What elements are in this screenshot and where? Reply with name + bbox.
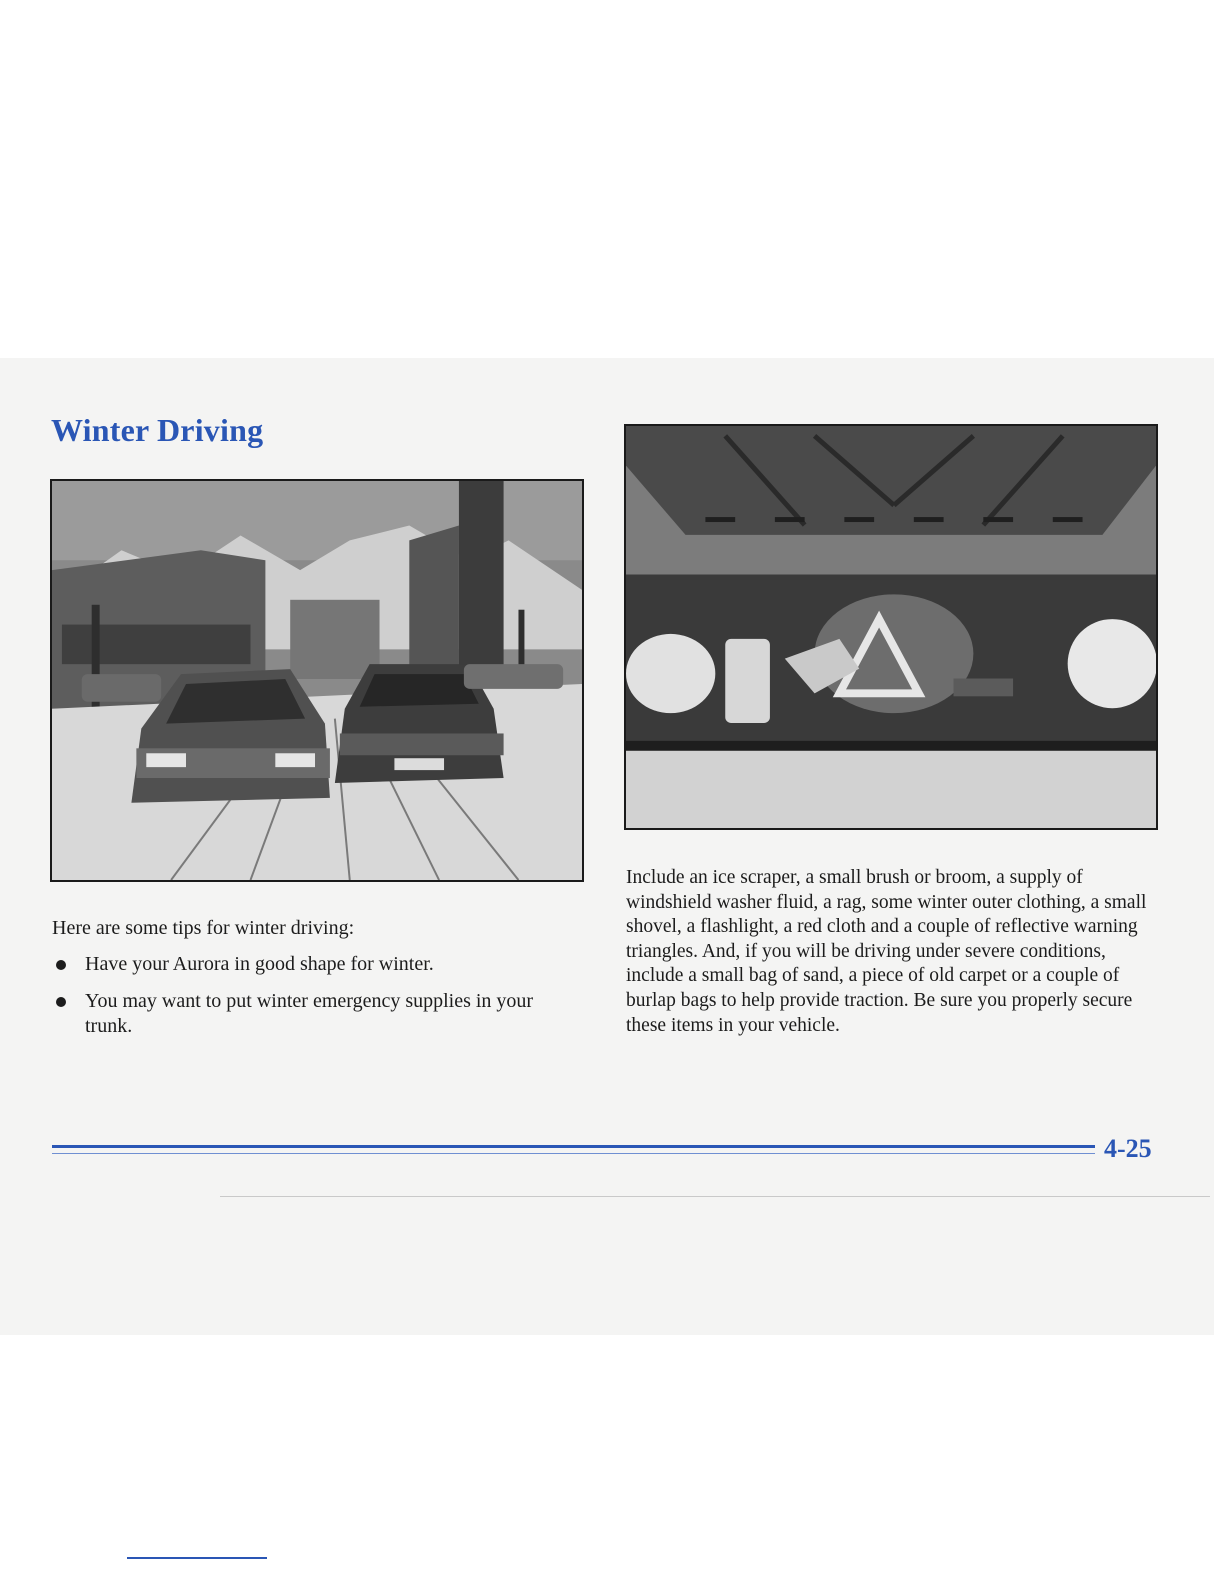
emergency-supplies-paragraph: Include an ice scraper, a small brush or broom, a supply of windshield washer fluid, a rag, some winter outer clothing, a small shovel, a flashlight, a red cloth and a couple of reflective warning triangles. And, if you will be driving under severe conditions, include a small bag of sand, a piece of old carpet or a couple of burlap bags to help provide traction. Be sure you properly secure these items in your vehicle. (626, 867, 1147, 1036)
trunk-edge (626, 741, 1156, 751)
tall-pillar (459, 481, 504, 689)
tip-text: Have your Aurora in good shape for winter. (85, 953, 434, 975)
tips-list (52, 952, 572, 1051)
washer-fluid-jug (725, 639, 770, 723)
bullet-icon (56, 960, 66, 970)
storefront-windows (62, 625, 251, 665)
list-item (52, 952, 572, 977)
footer-mark (127, 1557, 267, 1559)
scan-artifact-line (220, 1196, 1210, 1197)
list-item (52, 989, 572, 1039)
building-tower (409, 526, 459, 679)
winter-street-illustration (50, 479, 584, 882)
building-center (290, 600, 379, 679)
flashlight (954, 678, 1014, 696)
section-title: Winter Driving (51, 412, 264, 448)
cloth-bundle (1068, 619, 1156, 708)
page-number: 4-25 (1104, 1134, 1152, 1163)
tips-intro: Here are some tips for winter driving: (52, 917, 355, 939)
traffic-light-pole (92, 605, 100, 724)
footer-rule-thin (52, 1153, 1095, 1154)
trunk-drawing (626, 426, 1156, 828)
trunk-supplies-illustration (624, 424, 1158, 830)
winter-street-drawing (52, 481, 582, 880)
tip-text: You may want to put winter emergency supplies in your trunk. (85, 990, 534, 1037)
bullet-icon (56, 997, 66, 1007)
rear-bumper (626, 743, 1156, 828)
winter-clothing-bag (626, 634, 715, 713)
footer-rule (52, 1145, 1095, 1148)
